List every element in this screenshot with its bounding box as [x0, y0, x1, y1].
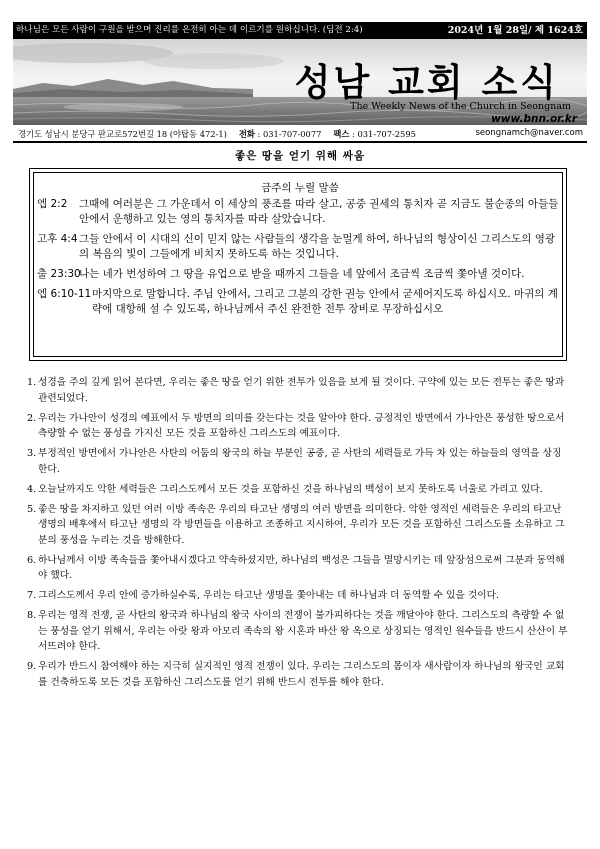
point-number: 7.: [27, 590, 37, 601]
message-point: [27, 375, 570, 406]
email-address[interactable]: seongnamch@naver.com: [475, 128, 583, 138]
point-number: 3.: [27, 448, 37, 459]
masthead-banner: [13, 22, 587, 125]
message-point: [27, 659, 570, 690]
message-point: [27, 502, 570, 549]
message-point: [27, 446, 570, 477]
point-text: 우리는 가나안이 성경의 예표에서 두 방면의 의미를 갖는다는 것을 알아야 한다. 긍정적인 방면에서 가나안은 풍성한 땅으로서 측량할 수 없는 풍성을 가지신 모든 것을 포함하신 그리스도의 예표이다.: [38, 412, 565, 439]
website-link[interactable]: www.bnn.or.kr: [491, 113, 577, 125]
point-number: 9.: [27, 661, 37, 672]
scripture-verse: [37, 287, 562, 317]
header-divider: [13, 141, 587, 143]
point-number: 5.: [27, 503, 37, 515]
message-point: [27, 588, 570, 604]
scripture-verse-list: [37, 197, 562, 322]
point-text: 그리스도께서 우리 안에 증가하실수록, 우리는 타고난 생명을 쫓아내는 데 하나님과 더 동역할 수 있을 것이다.: [38, 590, 500, 601]
point-number: 4.: [27, 483, 37, 495]
masthead-title: 성남 교회 소식: [294, 61, 559, 104]
point-text: 우리가 반드시 참여해야 하는 지극히 실지적인 영적 전쟁이 있다. 우리는 그리스도의 몸이자 새사람이자 하나님의 왕국인 교회를 건축하도록 모든 것을 포함하신 그리스도를 얻기 위해 반드시 전투를 해야 한다.: [38, 661, 565, 688]
point-text: 좋은 땅을 차지하고 있던 여러 이방 족속은 우리의 타고난 생명의 여러 방면을 의미한다. 악한 영적인 세력들은 우리의 타고난 생명의 배후에서 타고난 생명의 각 방면들을 이용하고 조종하고 지시하여, 우리가 모든 것을 포함하신 그리스도를 소유하고 그분의 풍성을 누리는 것을 방해한다.: [38, 503, 565, 546]
verse-text: 그때에 여러분은 그 가운데서 이 세상의 풍조를 따라 살고, 공중 권세의 통치자 곧 지금도 불순종의 아들들 안에서 운행하고 있는 영의 통치자를 따라 살았습니다.: [79, 198, 559, 225]
point-number: 1.: [27, 377, 37, 388]
fax-number: 031-707-2595: [357, 129, 416, 139]
masthead-topbar: [13, 22, 587, 39]
verse-text: 그들 안에서 이 시대의 신이 믿지 않는 사람들의 생각을 눈멀게 하여, 하나님의 형상이신 그리스도의 영광의 복음의 빛이 그들에게 비치지 못하도록 하는 것입니다.: [79, 233, 556, 260]
scripture-box-title: 금주의 누릴 말씀: [261, 182, 339, 194]
point-text: 우리는 영적 전쟁, 곧 사탄의 왕국과 하나님의 왕국 사이의 전쟁이 불가피하다는 것을 깨달아야 한다. 그리스도의 측량할 수 없는 풍성을 얻기 위해서, 우리는 아랏 왕과 아모리 족속의 왕 시혼과 바산 왕 옥으로 상징되는 영적인 원수들을 반드시 산산이 부서뜨려야 한다.: [38, 610, 568, 652]
fax-label: 팩스: [333, 129, 350, 139]
verse-reference: 엡 2:2: [37, 198, 68, 210]
point-number: 2.: [27, 412, 37, 424]
scripture-verse: [37, 197, 562, 227]
verse-text: 나는 네가 번성하여 그 땅을 유업으로 받을 때까지 그들을 네 앞에서 조금씩 조금씩 쫓아낼 것이다.: [79, 268, 525, 280]
verse-reference: 엡 6:10-11: [37, 288, 92, 300]
message-point: [27, 482, 570, 498]
point-number: 8.: [27, 610, 37, 621]
masthead-verse: 하나님은 모든 사람이 구원을 받으며 진리를 온전히 아는 데 이르기를 원하십니다. (딤전 2:4): [16, 25, 363, 35]
verse-reference: 출 23:30: [37, 268, 81, 280]
issue-date: 2024년 1월 28일/ 제 1624호: [447, 25, 583, 36]
verse-text: 마지막으로 말합니다. 주님 안에서, 그리고 그분의 강한 권능 안에서 굳세어지도록 하십시오. 마귀의 계략에 대항해 설 수 있도록, 하나님께서 주신 완전한 전투 장비로 무장하십시오: [92, 288, 558, 315]
point-number: 6.: [27, 554, 37, 566]
masthead-subtitle: The Weekly News of the Church in Seongnam: [350, 101, 571, 112]
verse-reference: 고후 4:4: [37, 233, 78, 245]
church-address: 경기도 성남시 분당구 판교로572번길 18 (야탑동 472-1): [18, 129, 227, 139]
point-text: 하나님께서 이방 족속들을 쫓아내시겠다고 약속하셨지만, 하나님의 백성은 그들을 멸망시키는 데 앞장섬으로써 그분과 동역해야 했다.: [38, 554, 565, 581]
point-text: 오늘날까지도 악한 세력들은 그리스도께서 모든 것을 포함하신 것을 하나님의 백성이 보지 못하도록 너울로 가리고 있다.: [38, 483, 543, 495]
message-point: [27, 608, 570, 655]
scripture-verse: [37, 267, 562, 282]
message-point: [27, 411, 570, 442]
point-text: 성경을 주의 깊게 읽어 본다면, 우리는 좋은 땅을 얻기 위한 전투가 있음을 보게 될 것이다. 구약에 있는 모든 전투는 좋은 땅과 관련되었다.: [38, 377, 565, 404]
phone-label: 전화: [238, 129, 255, 139]
contact-line: 경기도 성남시 분당구 판교로572번길 18 (야탑동 472-1) 전화 : 031-707-0077 팩스 : 031-707-2595: [18, 129, 416, 139]
scripture-verse: [37, 232, 562, 262]
document-heading: 좋은 땅을 얻기 위해 싸움: [234, 150, 366, 162]
point-text: 부정적인 방면에서 가나안은 사탄의 어둠의 왕국의 하늘 부분인 공중, 곧 사탄의 세력들로 가득 차 있는 하늘들의 영역을 상징한다.: [38, 448, 562, 475]
message-points-list: [27, 375, 570, 695]
message-point: [27, 553, 570, 584]
phone-number: 031-707-0077: [262, 129, 322, 139]
